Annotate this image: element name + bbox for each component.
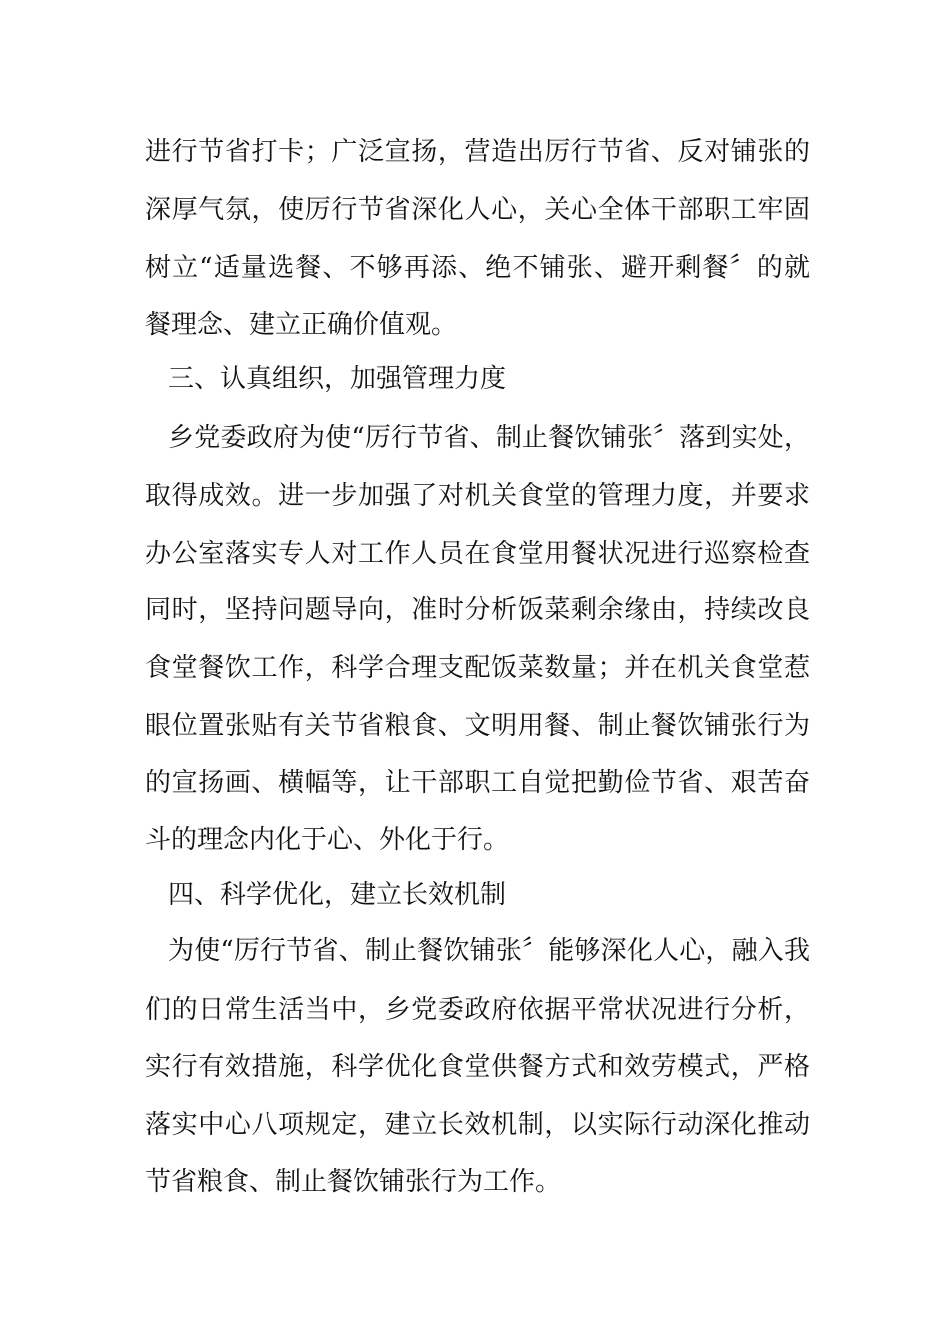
body-text-line: 取得成效。进一步加强了对机关食堂的管理力度，并要求: [145, 481, 810, 511]
body-text-line: 同时，坚持问题导向，准时分析饭菜剩余缘由，持续改良: [145, 595, 810, 625]
section-heading: 三、认真组织，加强管理力度: [168, 364, 507, 394]
body-text-line: 斗的理念内化于心、外化于行。: [145, 825, 510, 855]
body-text-line: 节省粮食、制止餐饮铺张行为工作。: [145, 1167, 562, 1197]
body-text-line: 的宣扬画、横幅等，让干部职工自觉把勤俭节省、艰苦奋: [145, 768, 810, 798]
body-text-line: 餐理念、建立正确价值观。: [145, 310, 458, 340]
body-text-line: 食堂餐饮工作，科学合理支配饭菜数量；并在机关食堂惹: [145, 653, 810, 683]
section-heading: 四、科学优化，建立长效机制: [168, 880, 507, 910]
body-text-line: 进行节省打卡；广泛宣扬，营造出厉行节省、反对铺张的: [145, 137, 810, 167]
body-text-line: 办公室落实专人对工作人员在食堂用餐状况进行巡察检查: [145, 539, 810, 569]
body-text-line: 眼位置张贴有关节省粮食、文明用餐、制止餐饮铺张行为: [145, 711, 810, 741]
body-text-line: 实行有效措施，科学优化食堂供餐方式和效劳模式，严格: [145, 1052, 810, 1082]
body-text-line: 为使“厉行节省、制止餐饮铺张〞能够深化人心，融入我: [168, 936, 810, 966]
body-text-line: 乡党委政府为使“厉行节省、制止餐饮铺张〞落到实处，: [168, 423, 810, 453]
body-text-line: 深厚气氛，使厉行节省深化人心，关心全体干部职工牢固: [145, 195, 810, 225]
body-text-line: 落实中心八项规定，建立长效机制，以实际行动深化推动: [145, 1110, 810, 1140]
body-text-line: 树立“适量选餐、不够再添、绝不铺张、避开剩餐〞的就: [145, 253, 810, 283]
body-text-line: 们的日常生活当中，乡党委政府依据平常状况进行分析，: [145, 995, 810, 1025]
